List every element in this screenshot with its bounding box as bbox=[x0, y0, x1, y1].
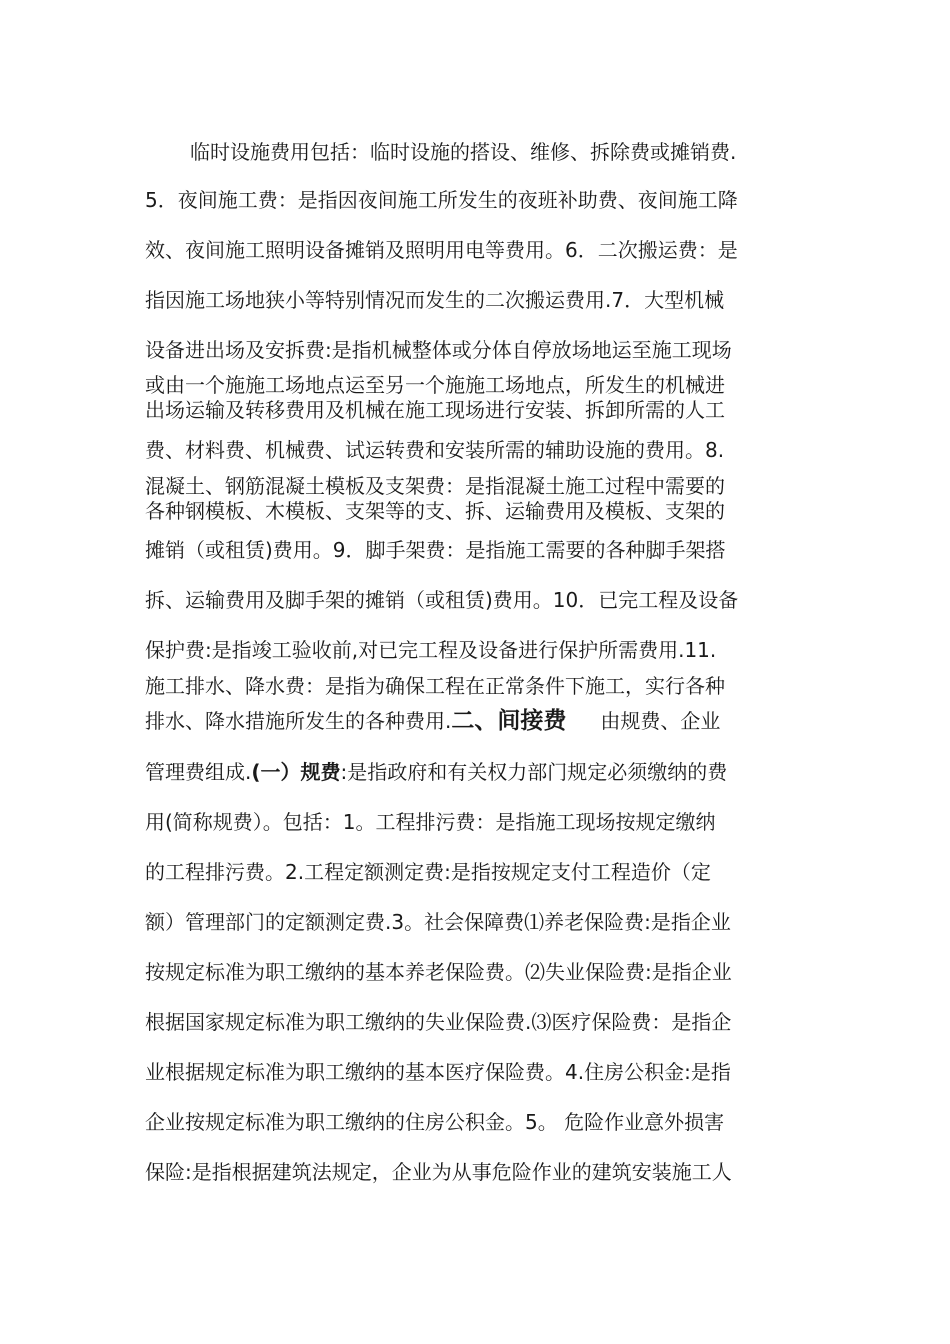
text-line-16-post: :是指政府和有关权力部门规定必须缴纳的费 bbox=[340, 760, 728, 784]
text-line-7: 出场运输及转移费用及机械在施工现场进行安装、拆卸所需的人工 bbox=[145, 398, 725, 422]
text-line-19: 额）管理部门的定额测定费.3。社会保障费⑴养老保险费:是指企业 bbox=[145, 910, 731, 934]
text-line-4: 指因施工场地狭小等特别情况而发生的二次搬运费用.7．大型机械 bbox=[145, 288, 725, 312]
text-line-10: 各种钢模板、木模板、支架等的支、拆、运输费用及模板、支架的 bbox=[145, 499, 725, 523]
text-line-16-pre: 管理费组成. bbox=[145, 760, 252, 784]
text-line-13: 保护费:是指竣工验收前,对已完工程及设备进行保护所需费用.11. bbox=[145, 638, 717, 662]
text-line-15-post: 由规费、企业 bbox=[600, 709, 721, 733]
text-line-5: 设备进出场及安拆费:是指机械整体或分体自停放场地运至施工现场 bbox=[145, 338, 732, 362]
text-line-16 bbox=[145, 759, 810, 785]
text-line-14: 施工排水、降水费：是指为确保工程在正常条件下施工，实行各种 bbox=[145, 674, 725, 698]
text-line-11: 摊销（或租赁)费用。9．脚手架费：是指施工需要的各种脚手架搭 bbox=[145, 538, 726, 562]
subsection-heading-fees: (一）规费 bbox=[251, 760, 341, 784]
text-line-20: 按规定标准为职工缴纳的基本养老保险费。⑵失业保险费:是指企业 bbox=[145, 960, 732, 984]
text-line-24: 保险:是指根据建筑法规定，企业为从事危险作业的建筑安装施工人 bbox=[145, 1160, 732, 1184]
text-line-2: 5．夜间施工费：是指因夜间施工所发生的夜班补助费、夜间施工降 bbox=[145, 188, 738, 212]
text-line-12: 拆、运输费用及脚手架的摊销（或租赁)费用。10．已完工程及设备 bbox=[145, 588, 739, 612]
text-line-22: 业根据规定标准为职工缴纳的基本医疗保险费。4.住房公积金:是指 bbox=[145, 1060, 731, 1084]
text-line-15-pre: 排水、降水措施所发生的各种费用. bbox=[145, 709, 452, 733]
text-line-23: 企业按规定标准为职工缴纳的住房公积金。5。 危险作业意外损害 bbox=[145, 1110, 725, 1134]
text-line-15 bbox=[145, 708, 810, 734]
text-line-1: 临时设施费用包括：临时设施的搭设、维修、拆除费或摊销费. bbox=[190, 140, 737, 164]
text-line-21: 根据国家规定标准为职工缴纳的失业保险费.⑶医疗保险费：是指企 bbox=[145, 1010, 732, 1034]
text-line-9: 混凝土、钢筋混凝土模板及支架费：是指混凝土施工过程中需要的 bbox=[145, 474, 725, 498]
section-heading-indirect-cost: 二、间接费 bbox=[451, 708, 567, 734]
text-line-6: 或由一个施施工场地点运至另一个施施工场地点，所发生的机械进 bbox=[145, 373, 725, 397]
text-line-18: 的工程排污费。2.工程定额测定费:是指按规定支付工程造价（定 bbox=[145, 860, 711, 884]
text-line-3: 效、夜间施工照明设备摊销及照明用电等费用。6．二次搬运费：是 bbox=[145, 238, 738, 262]
text-line-8: 费、材料费、机械费、试运转费和安装所需的辅助设施的费用。8. bbox=[145, 438, 725, 462]
text-line-17: 用(简称规费）。包括：1。工程排污费：是指施工现场按规定缴纳 bbox=[145, 810, 716, 834]
